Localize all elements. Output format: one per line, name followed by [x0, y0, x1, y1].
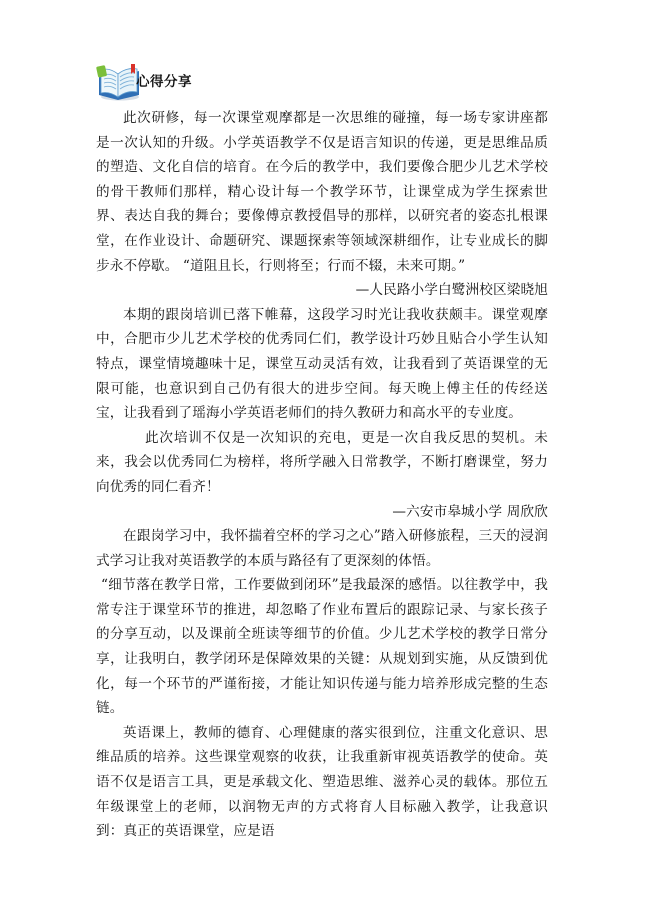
signature: —人民路小学白鹭洲校区梁晓旭 — [355, 282, 548, 299]
section-heading — [96, 62, 192, 102]
heading-title: 心得分享 — [136, 74, 192, 90]
paragraph: 英语课上，教师的德育、心理健康的落实很到位，注重文化意识、思维品质的培养。这些课堂观察的收获，让我重新审视英语教学的使命。英语不仅是语言工具，更是承载文化、塑造思维、滋养心灵的载体。那位五年级课堂上的老师，以润物无声的方式将育人目标融入教学，让我意识到：真正的英语课堂，应是语 — [96, 724, 548, 840]
signature: —六安市皋城小学 周欣欣 — [392, 503, 548, 520]
paragraph: 此次研修，每一次课堂观摩都是一次思维的碰撞，每一场专家讲座都是一次认知的升级。小学英语教学不仅是语言知识的传递，更是思维品质的塑造、文化自信的培育。在今后的教学中，我们要像合肥少儿艺术学校的骨干教师们那样，精心设计每一个教学环节，让课堂成为学生探索世界、表达自我的舞台；要像傅京教授倡导的那样，以研究者的姿态扎根课堂，在作业设计、命题研究、课题探索等领域深耕细作，让专业成长的脚步永不停歇。 “道阻且长，行则将至；行而不辍，未来可期。” — [96, 110, 548, 274]
paragraph: “细节落在教学日常，工作要做到闭环”是我最深的感悟。以往教学中，我常专注于课堂环节的推进，却忽略了作业布置后的跟踪记录、与家长孩子的分享互动，以及课前全班读等细节的价值。少儿艺术学校的教学日常分享，让我明白，教学闭环是保障效果的关键：从规划到实施，从反馈到优化，每一个环节的严谨衔接，才能让知识传递与能力培养形成完整的生态链。 — [96, 577, 548, 717]
article-body — [96, 106, 548, 844]
paragraph: 本期的跟岗培训已落下帷幕，这段学习时光让我收获颇丰。课堂观摩中，合肥市少儿艺术学校的优秀同仁们，教学设计巧妙且贴合小学生认知特点，课堂情境趣味十足，课堂互动灵活有效，让我看到了英语课堂的无限可能，也意识到自己仍有很大的进步空间。每天晚上傅主任的传经送宝，让我看到了瑶海小学英语老师们的持久教研力和高水平的专业度。 — [96, 306, 548, 422]
paragraph: 此次培训不仅是一次知识的充电，更是一次自我反思的契机。未来，我会以优秀同仁为榜样，将所学融入日常教学，不断打磨课堂，努力向优秀的同仁看齐！ — [96, 429, 548, 495]
paragraph: 在跟岗学习中，我怀揣着空杯的学习之心”踏入研修旅程，三天的浸润式学习让我对英语教学的本质与路径有了更深刻的体悟。 — [96, 528, 548, 569]
